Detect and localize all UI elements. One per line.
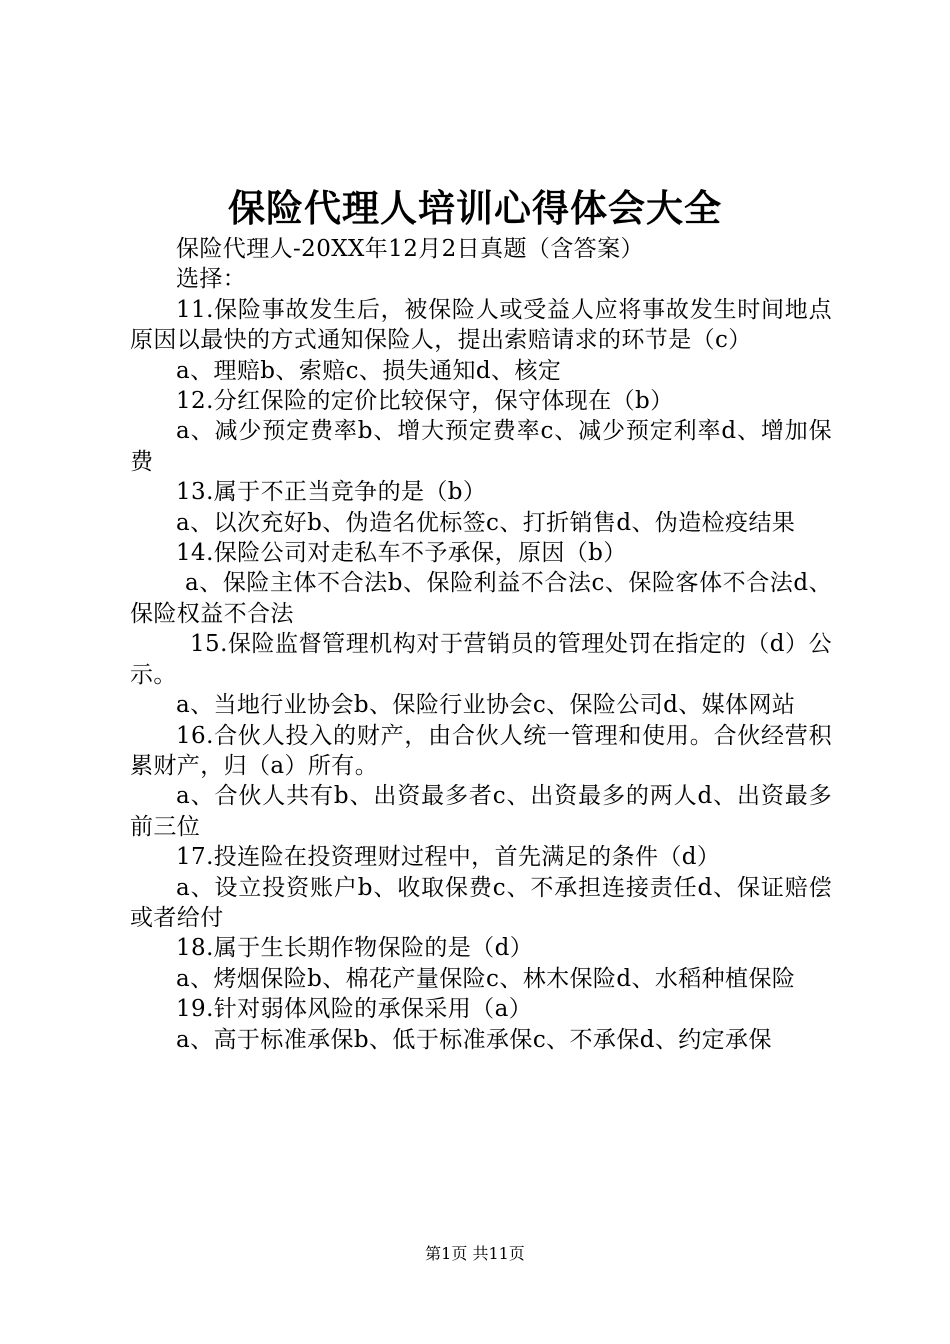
question-14: 14.保险公司对走私车不予承保，原因（b） xyxy=(176,540,627,567)
question-15: 15.保险监督管理机构对于营销员的管理处罚在指定的（d）公示。 xyxy=(130,631,832,688)
options-11: a、理赔b、索赔c、损失通知d、核定 xyxy=(176,357,562,384)
options-15: a、当地行业协会b、保险行业协会c、保险公司d、媒体网站 xyxy=(176,692,796,719)
question-18: 18.属于生长期作物保险的是（d） xyxy=(176,935,534,962)
question-17: 17.投连险在投资理财过程中，首先满足的条件（d） xyxy=(176,844,721,871)
exam-heading: 保险代理人-20XX年12月2日真题（含答案） xyxy=(176,236,644,262)
options-16: a、合伙人共有b、出资最多者c、出资最多的两人d、出资最多前三位 xyxy=(130,783,832,840)
options-14: a、保险主体不合法b、保险利益不合法c、保险客体不合法d、保险权益不合法 xyxy=(130,570,832,627)
question-11: 11.保险事故发生后，被保险人或受益人应将事故发生时间地点原因以最快的方式通知保险人，提出索赔请求的环节是（c） xyxy=(130,296,832,354)
section-label: 选择： xyxy=(176,266,247,293)
options-18: a、烤烟保险b、棉花产量保险c、林木保险d、水稻种植保险 xyxy=(176,965,796,992)
document-body xyxy=(130,234,832,1055)
options-17: a、设立投资账户b、收取保费c、不承担连接责任d、保证赔偿或者给付 xyxy=(130,874,832,931)
options-12: a、减少预定费率b、增大预定费率c、减少预定利率d、增加保费 xyxy=(130,418,832,475)
options-19: a、高于标准承保b、低于标准承保c、不承保d、约定承保 xyxy=(176,1026,772,1053)
page-footer: 第1页 共11页 xyxy=(425,1244,525,1263)
question-16: 16.合伙人投入的财产，由合伙人统一管理和使用。合伙经营积累财产，归（a）所有。 xyxy=(130,722,832,779)
question-13: 13.属于不正当竞争的是（b） xyxy=(176,479,487,506)
document-title: 保险代理人培训心得体会大全 xyxy=(228,186,722,230)
options-13: a、以次充好b、伪造名优标签c、打折销售d、伪造检疫结果 xyxy=(176,509,796,536)
question-12: 12.分红保险的定价比较保守，保守体现在（b） xyxy=(176,388,674,415)
question-19: 19.针对弱体风险的承保采用（a） xyxy=(176,996,533,1023)
